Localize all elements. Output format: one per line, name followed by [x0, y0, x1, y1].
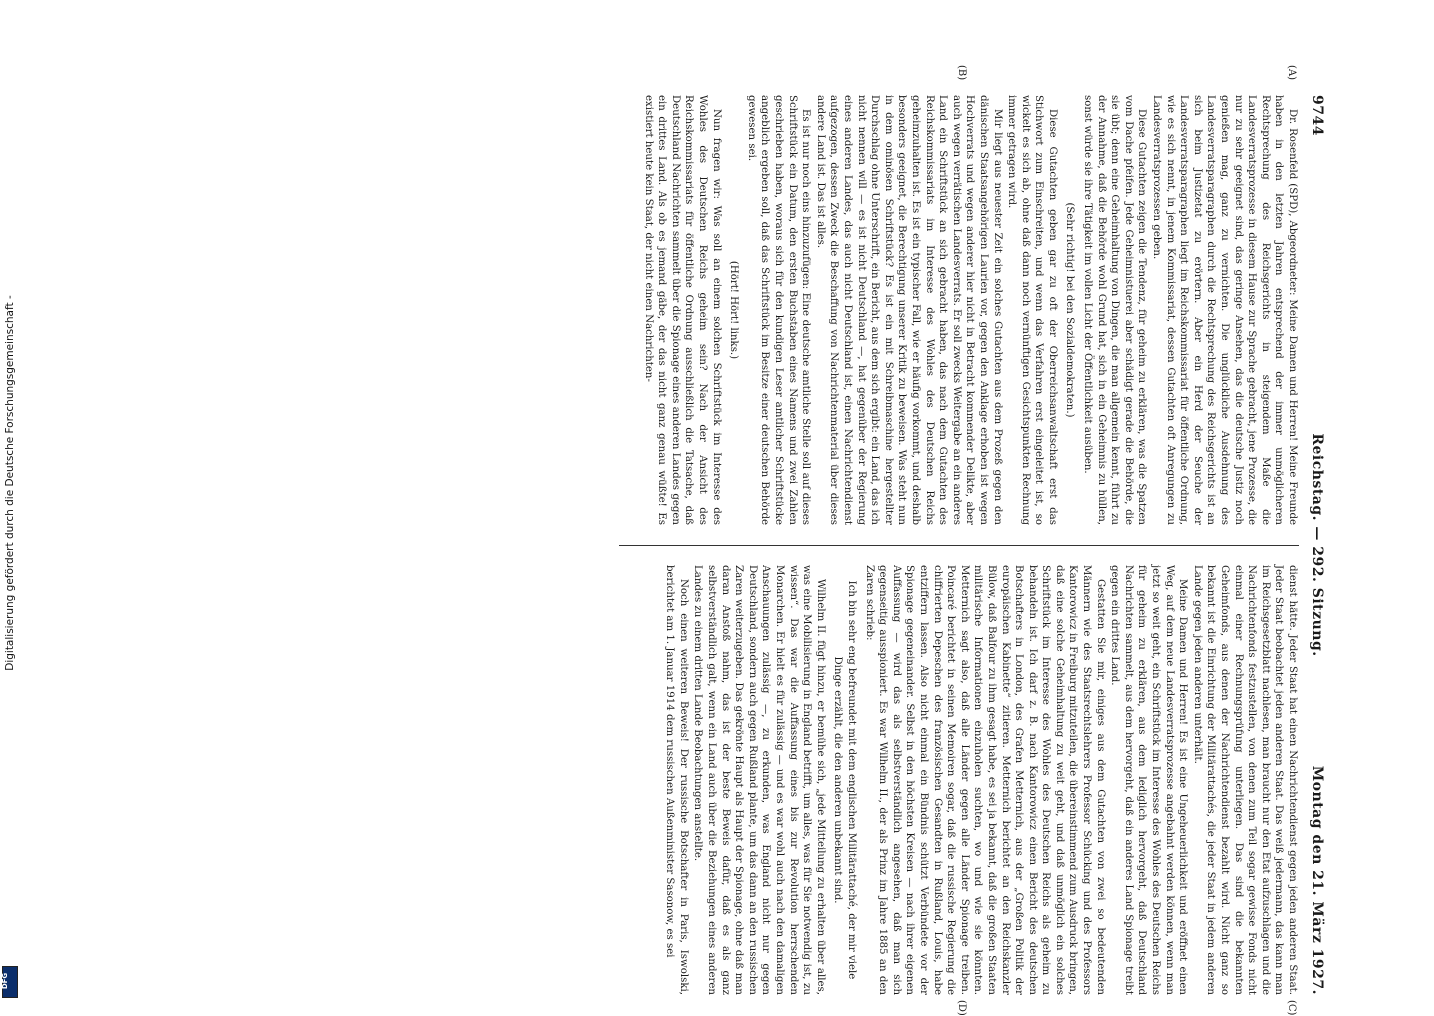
page-header [1303, 95, 1327, 995]
paragraph: Mir liegt aus neuester Zeit ein solches Gutachten aus dem Prozeß gegen den dänischen Staatsangehörigen Laurien vor, gegen den Anklage erhoben ist wegen Hochverrats und wegen anderer hier nicht in Betracht kommender Delikte, aber auch wegen verrätischen Landesverrats. Er soll zwecks Weitergabe an ein anderes Land ein Schriftstück an sich gebracht haben, das nach dem Gutachten des Reichskommissariats im Interesse des Wohles des Deutschen Reichs geheimzuhalten ist. Es ist ein typischer Fall, wie er häufig vorkommt, und deshalb besonders geeignet, die Berechtigung unserer Kritik zu beweisen. Was steht nun in dem ominösen Schriftstück? Es ist ein mit Schreibmaschine hergestellter Durchschlag ohne Unterschrift, ein Bericht, aus dem sich ergibt: ein Land, das ich nicht nennen will — es ist nicht Deutschland —, hat gegenüber der Regierung eines anderen Landes, das auch nicht Deutschland ist, einen Nachrichtendienst aufgezogen, dessen Zweck die Beschaffung von Nachrichtenmaterial über dieses andere Land ist. Das ist alles. [814, 95, 1003, 525]
left-column [640, 95, 1299, 525]
rotated-page [107, 65, 1327, 1016]
paragraph: dienst hätte. Jeder Staat hat einen Nachrichtendienst gegen jeden anderen Staat. Jeder Staat beobachtet jeden anderen Staat. Das weiß jedermann, das kann man im Reichsgesetzblatt nachlesen, man braucht nur den Etat aufzuschlagen und die Nachrichtenfonds festzustellen, von denen zum Teil sogar gewisse Fonds nicht einmal einer Rechnungsprüfung unterliegen. Das sind die bekannten Geheimfonds, aus denen der Nachrichtendienst bezahlt wird. Nicht ganz so bekannt ist die Einrichtung der Militärattachés, die jeder Staat in jedem anderen Lande gegen jeden anderen unterhält. [1191, 565, 1298, 995]
header-title: Reichstag. — 292. Sitzung. [1309, 433, 1325, 657]
quotation: Ich bin sehr eng befreundet mit dem englischen Militärattaché, der mir viele Dinge erzählt, die den anderen unbekannt sind. [832, 580, 857, 980]
interjection: (Sehr richtig! bei den Sozialdemokraten.) [1064, 202, 1076, 418]
paragraph: Meine Damen und Herren! Es ist eine Ungeheuerlichkeit und eröffnet einen Weg, auf dem neue Landesverratsprozesse angebahnt werden können, wenn man jetzt so weit geht, ein Schriftstück im Interesse des Wohles des Deutschen Reichs für geheim zu erklären, aus dem lediglich hervorgeht, daß Deutschland Nachrichten sammelt, aus dem hervorgeht, daß ein anderes Land Spionage treibt gegen ein drittes Land. [1109, 565, 1189, 995]
paragraph: Noch einen weiteren Beweis! Der russische Botschafter in Paris, Iswolski, berichtet am 1. Januar 1914 dem russischen Außenminister Sasonow, es sei [664, 565, 689, 995]
margin-label-a: (A) [1286, 65, 1297, 81]
header-date: Montag den 21. März 1927. [1309, 765, 1325, 995]
page-number: 9744 [1309, 95, 1325, 136]
paragraph: Diese Gutachten zeigen die Tendenz, für geheim zu erklären, was die Spatzen vom Dache pfeifen. Jede Geheimnistuerei aber schädigt gerade die Behörde, die sie übt; denn eine Geheimhaltung von Dingen, die man allgemein kennt, führt zu der Annahme, daß die Behörde wohl Grund hat, sich in ein Geheimnis zu hüllen, sonst würde sie ihre Tätigkeit im vollen Licht der Öffentlichkeit ausüben. [1082, 95, 1148, 525]
dfg-logo-text: DFG [1, 972, 10, 990]
margin-label-d: (D) [956, 1000, 967, 1016]
paragraph: Es ist nur noch eins hinzuzufügen: Eine deutsche amtliche Stelle soll auf dieses Schriftstück ein Datum, den ersten Buchstaben eines Namens und zwei Zahlen geschrieben haben, woraus sich für den kundigen Leser amtlicher Schriftstücke angeblich ergeben soll, daß das Schriftstück im Besitze einer deutschen Behörde gewesen sei. [745, 95, 812, 525]
paragraph: Wilhelm II. fügt hinzu, er bemühe sich, „jede Mitteilung zu erhalten über alles, was eine Mobilisierung in England betrifft, um alles, was für Sie notwendig ist, zu wissen“. Das war die Auffassung eines bis zur Revolution herrschenden Monarchen. Er hielt es für zulässig — und es war wohl auch nach den damaligen Anschauungen zulässig —, zu erkunden, was England nicht nur gegen Deutschland, sondern auch gegen Rußland plante, um das dann an den russischen Zaren weiterzugeben. Das gekrönte Haupt als Haupt der Spionage, ohne daß man daran Anstoß nahm, das ist der beste Beweis dafür, daß es als ganz selbstverständlich galt, wenn ein Land auch über die Beziehungen eines anderen Landes zu einem dritten Lande Beobachtungen anstellte. [692, 565, 826, 995]
credit-text: Digitalisierung gefördert durch die Deutsche Forschungsgemeinschaft - [4, 295, 16, 671]
paragraph: Diese Gutachten geben gar zu oft der Oberreichsanwaltschaft erst das Stichwort zum Einschreiten, und wenn das Verfahren erst eingeleitet ist, so wickelt es sich ab, ohne daß dann noch vernünftigen Gesichtspunkten Rechnung immer getragen wird. [1006, 95, 1058, 525]
column-divider [619, 545, 1299, 546]
margin-label-c: (C) [1286, 1000, 1297, 1016]
margin-label-b: (B) [956, 65, 967, 81]
paragraph: Gestatten Sie mir, einiges aus dem Gutachten von zwei so bedeutenden Männern wie des Staatsrechtslehrers Professor Schücking und des Professors Kantorowicz in Freiburg mitzuteilen, die übereinstimmend zum Ausdruck bringen, daß eine solche Geheimhaltung zu weit geht, und daß unmöglich ein solches Schriftstück im Interesse des Wohles des Deutschen Reichs als geheim zu behandeln ist. Ich darf z. B. nach Kantorowicz einen Bericht des deutschen Botschafters in London, des Grafen Metternich, aus der „Großen Politik der europäischen Kabinette“ zitieren. Metternich berichtet an den Reichskanzler Bülow, daß Balfour zu ihm gesagt habe, es sei ja bekannt, daß die großen Staaten militärische Informationen einzuholen suchten, wo und wie sie könnten. Metternich sagt also, daß alle Länder gegen alle Länder Spionage treiben. Poincaré berichtet in seinen Memoiren sogar, daß die russische Regierung die chiffrierten Depeschen des französischen Gesandten in Rußland, Louis, habe entziffern lassen. Also nicht einmal ein Bündnis schützt Verbündete vor der Spionage gegeneinander. Selbst in den höchsten Kreisen — nach ihrer eigenen Auffassung — wird das als selbstverständlich angesehen, daß man sich gegenseitig ausspioniert. Es war Wilhelm II., der als Prinz im Jahre 1885 an den Zaren schrieb: [863, 565, 1106, 995]
paragraph: Dr. Rosenfeld (SPD), Abgeordneter: Meine Damen und Herren! Meine Freunde haben in den letzten Jahren entsprechend der immer unmöglicheren Rechtsprechung des Reichsgerichts in steigendem Maße die Landesverratsprozesse in diesem Hause zur Sprache gebracht, jene Prozesse, die nur zu sehr geeignet sind, das geringe Ansehen, das die deutsche Justiz noch genießen mag, ganz zu vernichten. Die unglückliche Ausdehnung des Landesverratsparagraphen durch die Rechtsprechung des Reichsgerichts ist an sich beim Justizetat zu erörtern. Aber ein Herd der Seuche der Landesverratsparagraphen liegt im Reichskommissariat für öffentliche Ordnung, wie es sich nennt, in jenem Kommissariat, dessen Gutachten oft Anregungen zu Landesverratsprozessen geben. [1151, 95, 1298, 525]
dfg-logo [2, 966, 18, 998]
interjection: (Hört! Hört! links.) [728, 260, 740, 360]
right-column [662, 565, 1299, 995]
paragraph: Nun fragen wir: Was soll an einem solchen Schriftstück im Interesse des Wohles des Deutschen Reichs geheim sein? Nach der Ansicht des Reichskommissariats für öffentliche Ordnung ausschließlich die Tatsache, daß Deutschland Nachrichten sammelt über die Spionage eines anderen Landes gegen ein drittes Land. Als ob es jemand gäbe, der das nicht ganz genau wüßte! Es existiert heute kein Staat, der nicht einen Nachrichten- [642, 95, 722, 525]
